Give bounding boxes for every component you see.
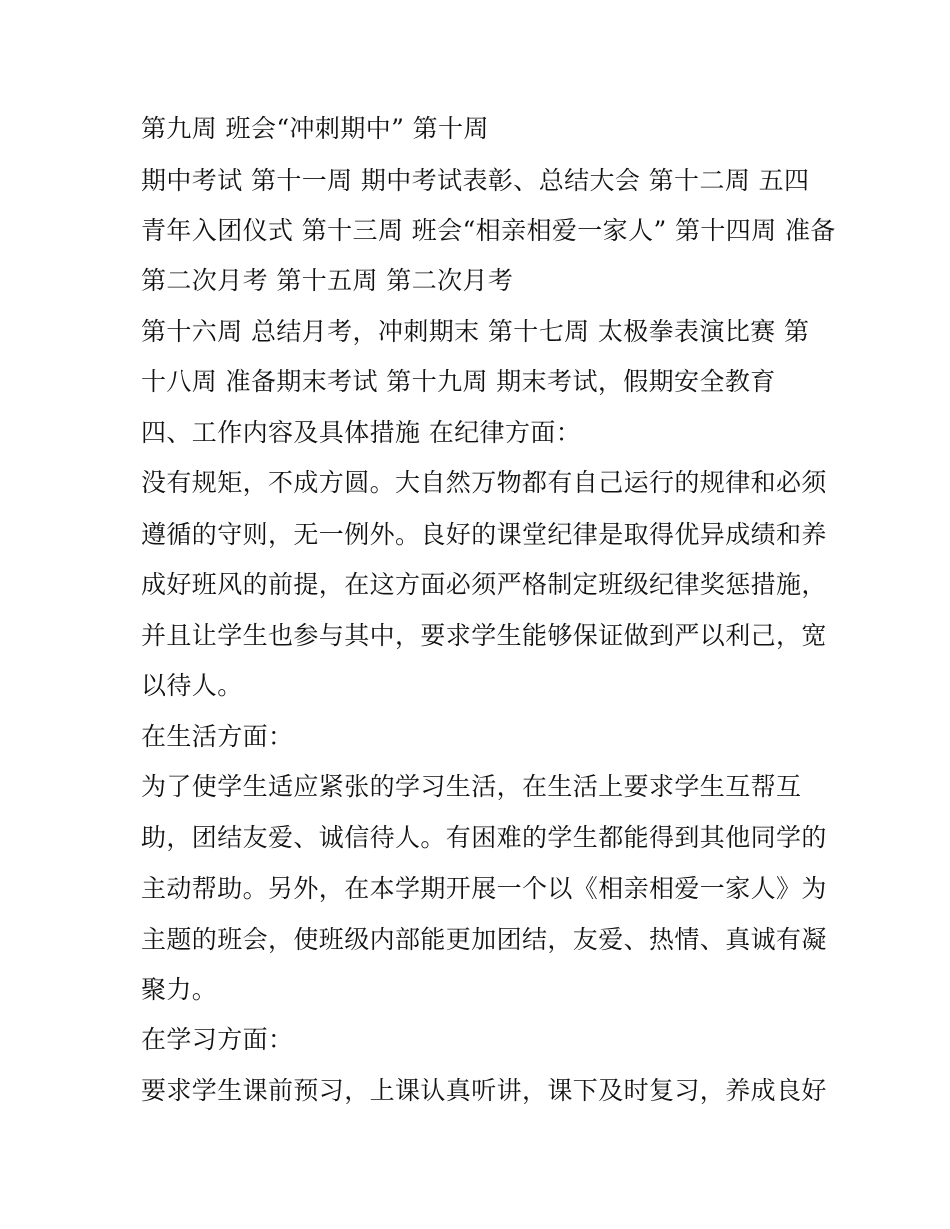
- text-line: 聚力。: [141, 975, 218, 1004]
- text-line: 为了使学生适应紧张的学习生活，在生活上要求学生互帮互: [141, 772, 802, 801]
- subsection-heading: 在学习方面：: [141, 1025, 294, 1054]
- subsection-heading: 在生活方面：: [141, 722, 294, 751]
- text-line: 没有规矩，不成方圆。大自然万物都有自己运行的规律和必须: [141, 468, 827, 497]
- text-line: 青年入团仪式 第十三周 班会“相亲相爱一家人” 第十四周 准备: [141, 216, 836, 245]
- text-line: 主动帮助。另外，在本学期开展一个以《相亲相爱一家人》为: [141, 874, 827, 903]
- text-line: 第九周 班会“冲刺期中” 第十周: [141, 114, 489, 143]
- section-heading: 四、工作内容及具体措施 在纪律方面：: [141, 418, 582, 447]
- text-line: 遵循的守则，无一例外。良好的课堂纪律是取得优异成绩和养: [141, 520, 827, 549]
- text-line: 第十六周 总结月考，冲刺期末 第十七周 太极拳表演比赛 第: [141, 317, 810, 346]
- text-line: 并且让学生也参与其中，要求学生能够保证做到严以利己，宽: [141, 621, 827, 650]
- text-line: 主题的班会，使班级内部能更加团结，友爱、热情、真诚有凝: [141, 925, 827, 954]
- text-line: 期中考试 第十一周 期中考试表彰、总结大会 第十二周 五四: [141, 166, 810, 195]
- text-line: 十八周 准备期末考试 第十九周 期末考试，假期安全教育: [141, 367, 776, 396]
- text-line: 要求学生课前预习，上课认真听讲，课下及时复习，养成良好: [141, 1076, 827, 1105]
- text-line: 以待人。: [141, 671, 243, 700]
- text-line: 第二次月考 第十五周 第二次月考: [141, 266, 514, 295]
- text-line: 成好班风的前提，在这方面必须严格制定班级纪律奖惩措施，: [141, 570, 827, 599]
- text-line: 助，团结友爱、诚信待人。有困难的学生都能得到其他同学的: [141, 823, 827, 852]
